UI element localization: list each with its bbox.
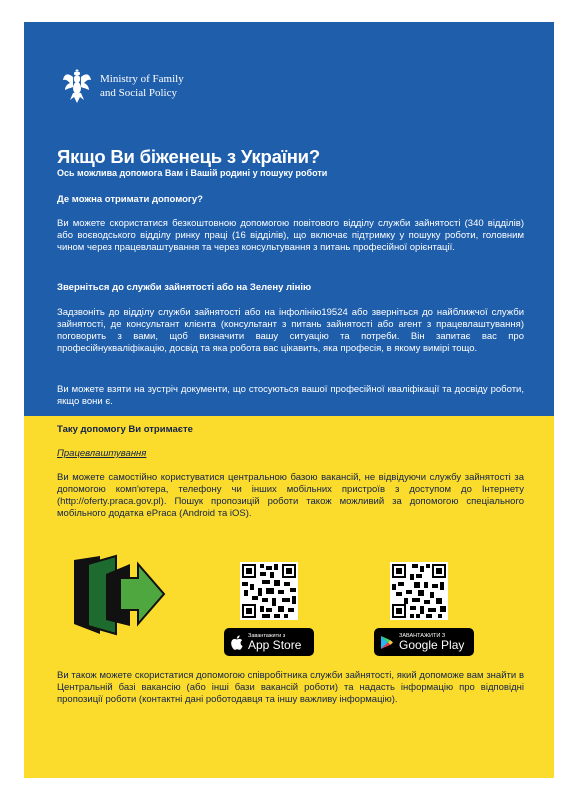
app-store-small-label: Завантажити з	[248, 632, 286, 639]
section-text-documents: Ви можете взяти на зустріч документи, що стосуються вашої професійної кваліфікації та досвіду роботи, якщо вони є.	[57, 384, 524, 407]
section-text-help: Ви можете скористатися безкоштовною допомогою повітового відділу служби зайнятості (340 відділів) або воєводського відділу ринку праці (16 відділів), що включає підтримку у пошуку роботи, головним чином через працевлаштування та через консультування з питань професійної орієнтації.	[57, 218, 524, 253]
section-heading-help: Де можна отримати допомогу?	[57, 194, 203, 205]
section-text-vacancies: Ви можете самостійно користуватися центральною базою вакансій, не відвідуючи службу зайнятості за допомогою комп'ютера, телефону чи інших мобільних пристроїв з доступом до Інтернету (http://oferty.praca.gov.pl). Пошук пропозицій роботи також можливий за допомогою спеціального мобільного додатка ePraca (Android та iOS).	[57, 472, 524, 519]
app-store-badge[interactable]	[224, 628, 314, 656]
qr-code-app-store-icon[interactable]	[240, 562, 298, 620]
yellow-section	[24, 416, 554, 778]
apple-icon	[230, 635, 243, 650]
qr-code-google-play-icon[interactable]	[390, 562, 448, 620]
ministry-line-1: Ministry of Family	[100, 73, 184, 85]
blue-section	[24, 22, 554, 416]
leaflet-page	[24, 22, 554, 778]
ministry-logo	[62, 66, 184, 106]
eagle-emblem-icon	[62, 66, 92, 106]
section-text-contact: Задзвоніть до відділу служби зайнятості або на інфолінію19524 або зверніться до найближчої служби зайнятості, де консультант клієнта (консультант з питань зайнятості або агент з працевлаштування) поговорить з вами, щоб визначити вашу ситуацію та потреби. Він запитає вас про професійнукваліфікацію, досвід та яка робота вас цікавить, яка професія, в якому вимірі тощо.	[57, 307, 524, 354]
google-play-label: Google Play	[399, 637, 465, 652]
app-store-label: App Store	[248, 637, 302, 652]
google-play-small-label: ЗАВАНТАЖИТИ З	[399, 632, 446, 639]
section-text-staff-help: Ви також можете скористатися допомогою співробітника служби зайнятості, який допоможе вам знайти в Центральній базі вакансію (або інші бази вакансій роботи) та надасть інформацію про відповідні пропозиції роботи (контактні дані роботодавця та іншу важливу інформацію).	[57, 670, 524, 705]
section-heading-contact: Зверніться до служби зайнятості або на Зелену лінію	[57, 282, 312, 293]
app-store-text	[248, 633, 301, 652]
green-arrows-logo-icon	[68, 546, 168, 641]
google-play-text	[399, 633, 464, 652]
google-play-icon	[380, 635, 394, 650]
google-play-badge[interactable]	[374, 628, 474, 656]
ministry-line-2: and Social Policy	[100, 87, 177, 99]
ministry-name	[100, 72, 184, 100]
section-heading-assistance: Таку допомогу Ви отримаєте	[57, 424, 193, 435]
page-subtitle: Ось можлива допомога Вам і Вашій родині у пошуку роботи	[57, 168, 328, 178]
page-title: Якщо Ви біженець з України?	[57, 146, 320, 167]
section-subheading-employment: Працевлаштування	[57, 448, 147, 459]
